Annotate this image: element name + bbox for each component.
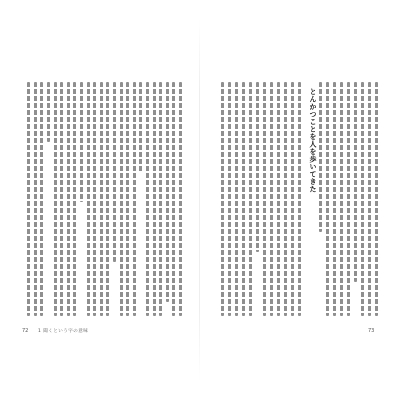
text-column — [291, 82, 294, 316]
text-column — [235, 82, 238, 316]
text-column — [153, 82, 156, 316]
text-column — [60, 82, 63, 316]
text-column — [242, 82, 245, 316]
right-page-number: 73 — [368, 328, 375, 334]
text-column — [34, 82, 37, 316]
text-column — [277, 82, 280, 316]
left-page-number: 72 — [22, 328, 29, 334]
text-column — [284, 82, 287, 316]
text-column — [249, 82, 252, 316]
text-column — [27, 82, 30, 316]
text-column — [87, 82, 90, 316]
text-column — [270, 82, 273, 316]
text-column — [139, 82, 142, 172]
text-column — [340, 82, 343, 316]
text-column — [146, 82, 149, 316]
text-column — [263, 82, 266, 316]
text-column — [106, 82, 109, 316]
text-column — [326, 82, 329, 316]
text-column — [368, 82, 371, 316]
text-column — [133, 82, 136, 316]
text-column — [166, 82, 169, 302]
text-column — [67, 82, 70, 316]
text-column — [298, 82, 301, 316]
text-column — [120, 82, 123, 316]
text-column — [221, 82, 224, 316]
text-column — [172, 82, 175, 316]
text-column — [54, 82, 57, 316]
section-heading: とんかつことを人を歩いてきた — [309, 88, 318, 193]
text-column — [375, 82, 378, 316]
text-column — [126, 82, 129, 316]
text-column — [361, 82, 364, 316]
text-column — [333, 82, 336, 316]
text-column — [228, 82, 231, 316]
text-column — [256, 82, 259, 252]
left-running-head: 1 聞くという字の意味 — [38, 329, 89, 334]
text-column — [179, 82, 182, 316]
text-column — [319, 82, 322, 232]
text-column — [40, 82, 43, 316]
left-page-body-text — [22, 82, 182, 316]
right-page-body-text — [216, 82, 378, 316]
text-column — [80, 82, 83, 202]
text-column — [354, 82, 357, 282]
text-column — [100, 82, 103, 316]
text-column — [159, 82, 162, 316]
text-column — [73, 82, 76, 316]
text-column — [113, 82, 116, 262]
text-column — [93, 82, 96, 316]
text-column — [47, 82, 50, 142]
right-page — [200, 0, 400, 400]
text-column — [347, 82, 350, 316]
